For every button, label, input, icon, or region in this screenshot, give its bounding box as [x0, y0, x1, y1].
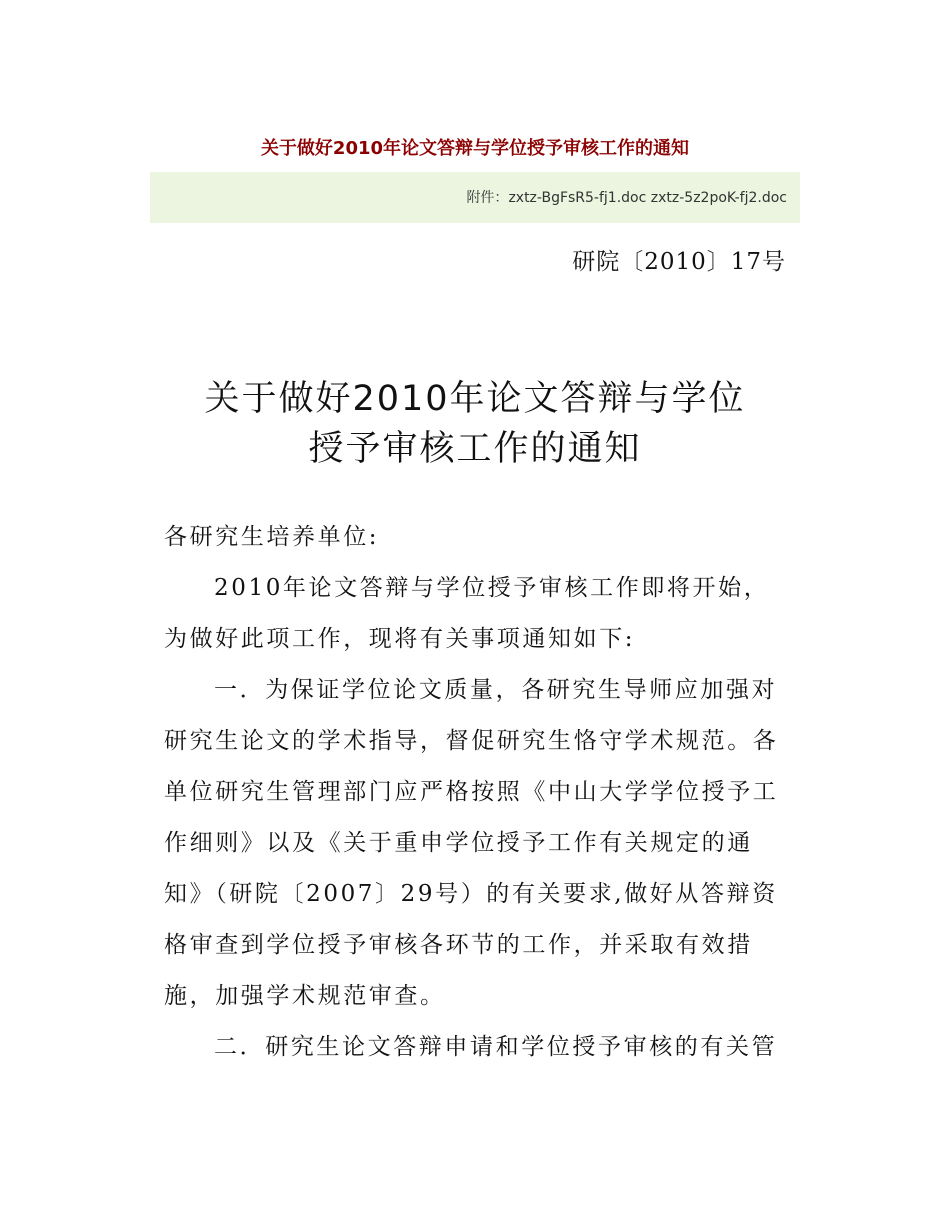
salutation: 各研究生培养单位:	[164, 524, 380, 550]
attachment-line	[466, 189, 787, 207]
attachment-label: 附件：	[466, 190, 509, 206]
paragraph-item-2: 二．研究生论文答辩申请和学位授予审核的有关管	[214, 1034, 778, 1060]
document-body	[164, 512, 788, 1073]
document-title-line-2: 授予审核工作的通知	[308, 429, 642, 469]
paragraph-item-1: 一．为保证学位论文质量，各研究生导师应加强对研究生论文的学术指导，督促研究生恪守学术规范。各单位研究生管理部门应严格按照《中山大学学位授予工作细则》以及《关于重申学位授予工作有关规定的通知》（研院〔2007〕29号）的有关要求,做好从答辩资格审查到学位授予审核各环节的工作，并采取有效措施，加强学术规范审查。	[164, 677, 779, 1009]
attachment-link-2[interactable]: zxtz-5z2poK-fj2.doc	[650, 190, 787, 206]
paragraph-intro: 2010年论文答辩与学位授予审核工作即将开始，为做好此项工作，现将有关事项通知如下:	[164, 575, 770, 652]
document-title	[150, 374, 800, 474]
attachment-bar	[150, 172, 800, 223]
attachment-link-1[interactable]: zxtz-BgFsR5-fj1.doc	[508, 190, 647, 206]
document-title-line-1: 关于做好2010年论文答辩与学位	[204, 379, 746, 419]
document-number: 研院〔2010〕17号	[572, 249, 786, 275]
page-title: 关于做好2010年论文答辩与学位授予审核工作的通知	[260, 138, 690, 159]
